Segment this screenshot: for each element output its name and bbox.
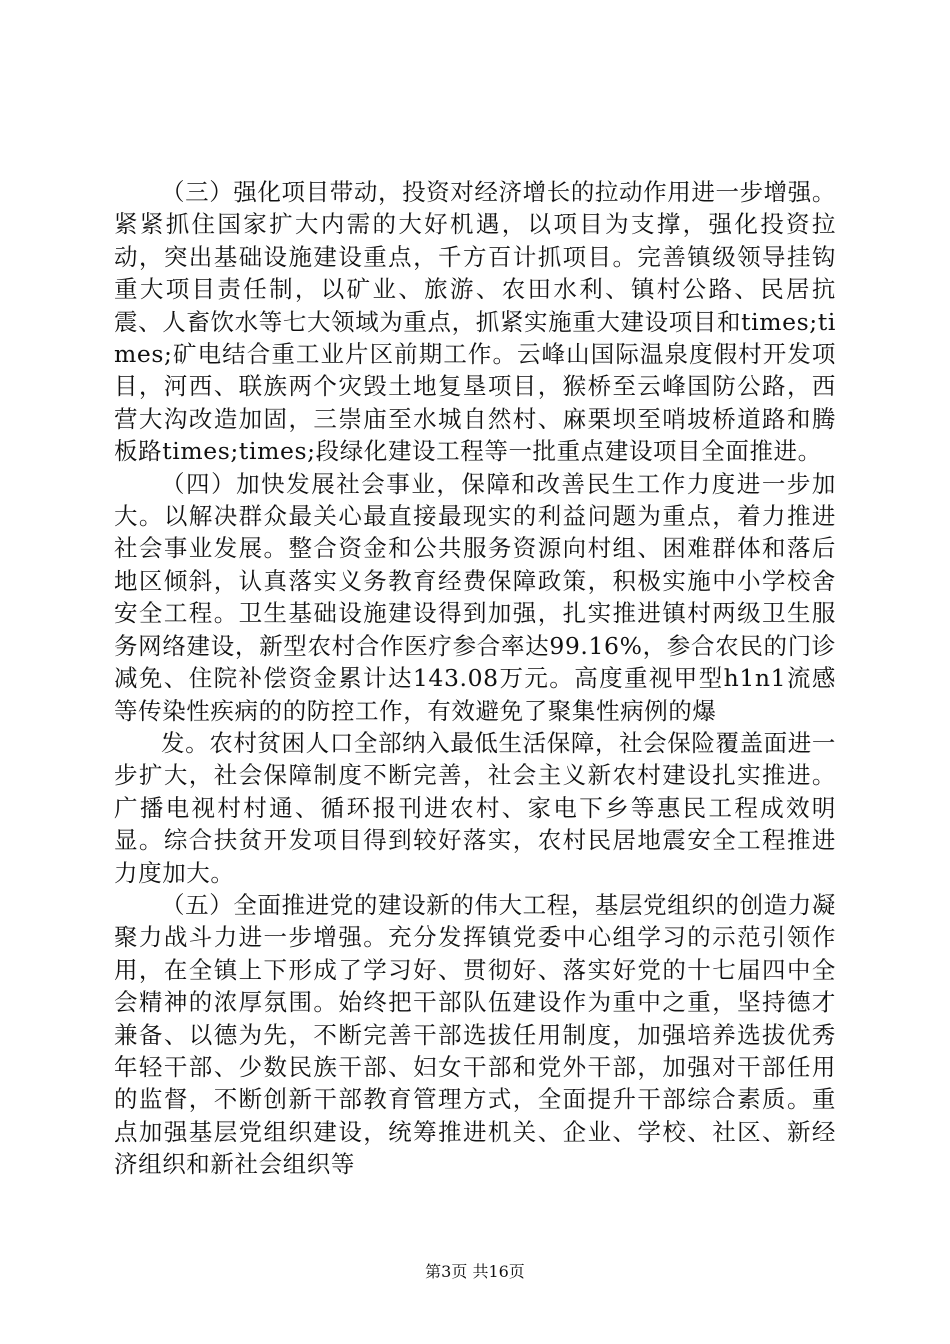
- paragraph-section-4-continued: 发。农村贫困人口全部纳入最低生活保障，社会保险覆盖面进一步扩大，社会保障制度不断完善，社会主义新农村建设扎实推进。广播电视村村通、循环报刊进农村、家电下乡等惠民工程成效明显。综合扶贫开发项目得到较好落实，农村民居地震安全工程推进力度加大。: [114, 728, 836, 887]
- paragraph-section-5: （五）全面推进党的建设新的伟大工程，基层党组织的创造力凝聚力战斗力进一步增强。充分发挥镇党委中心组学习的示范引领作用，在全镇上下形成了学习好、贯彻好、落实好党的十七届四中全会精神的浓厚氛围。始终把干部队伍建设作为重中之重，坚持德才兼备、以德为先，不断完善干部选拔任用制度，加强培养选拔优秀年轻干部、少数民族干部、妇女干部和党外干部，加强对干部任用的监督，不断创新干部教育管理方式，全面提升干部综合素质。重点加强基层党组织建设，统筹推进机关、企业、学校、社区、新经济组织和新社会组织等: [114, 890, 836, 1179]
- paragraph-section-4: （四）加快发展社会事业，保障和改善民生工作力度进一步加大。以解决群众最关心最直接最现实的利益问题为重点，着力推进社会事业发展。整合资金和公共服务资源向村组、困难群体和落后地区倾斜，认真落实义务教育经费保障政策，积极实施中小学校舍安全工程。卫生基础设施建设得到加强，扎实推进镇村两级卫生服务网络建设，新型农村合作医疗参合率达99.16%，参合农民的门诊减免、住院补偿资金累计达143.08万元。高度重视甲型h1n1流感等传染性疾病的的防控工作，有效避免了聚集性病例的爆: [114, 469, 836, 725]
- page-number-footer: 第3页 共16页: [425, 1262, 525, 1281]
- document-body: [114, 176, 836, 1181]
- paragraph-section-3: （三）强化项目带动，投资对经济增长的拉动作用进一步增强。紧紧抓住国家扩大内需的大好机遇，以项目为支撑，强化投资拉动，突出基础设施建设重点，千方百计抓项目。完善镇级领导挂钩重大项目责任制，以矿业、旅游、农田水利、镇村公路、民居抗震、人畜饮水等七大领域为重点，抓紧实施重大建设项目和times;times;矿电结合重工业片区前期工作。云峰山国际温泉度假村开发项目，河西、联族两个灾毁土地复垦项目，猴桥至云峰国防公路，西营大沟改造加固，三崇庙至水城自然村、麻栗坝至哨坡桥道路和腾板路times;times;段绿化建设工程等一批重点建设项目全面推进。: [114, 178, 836, 466]
